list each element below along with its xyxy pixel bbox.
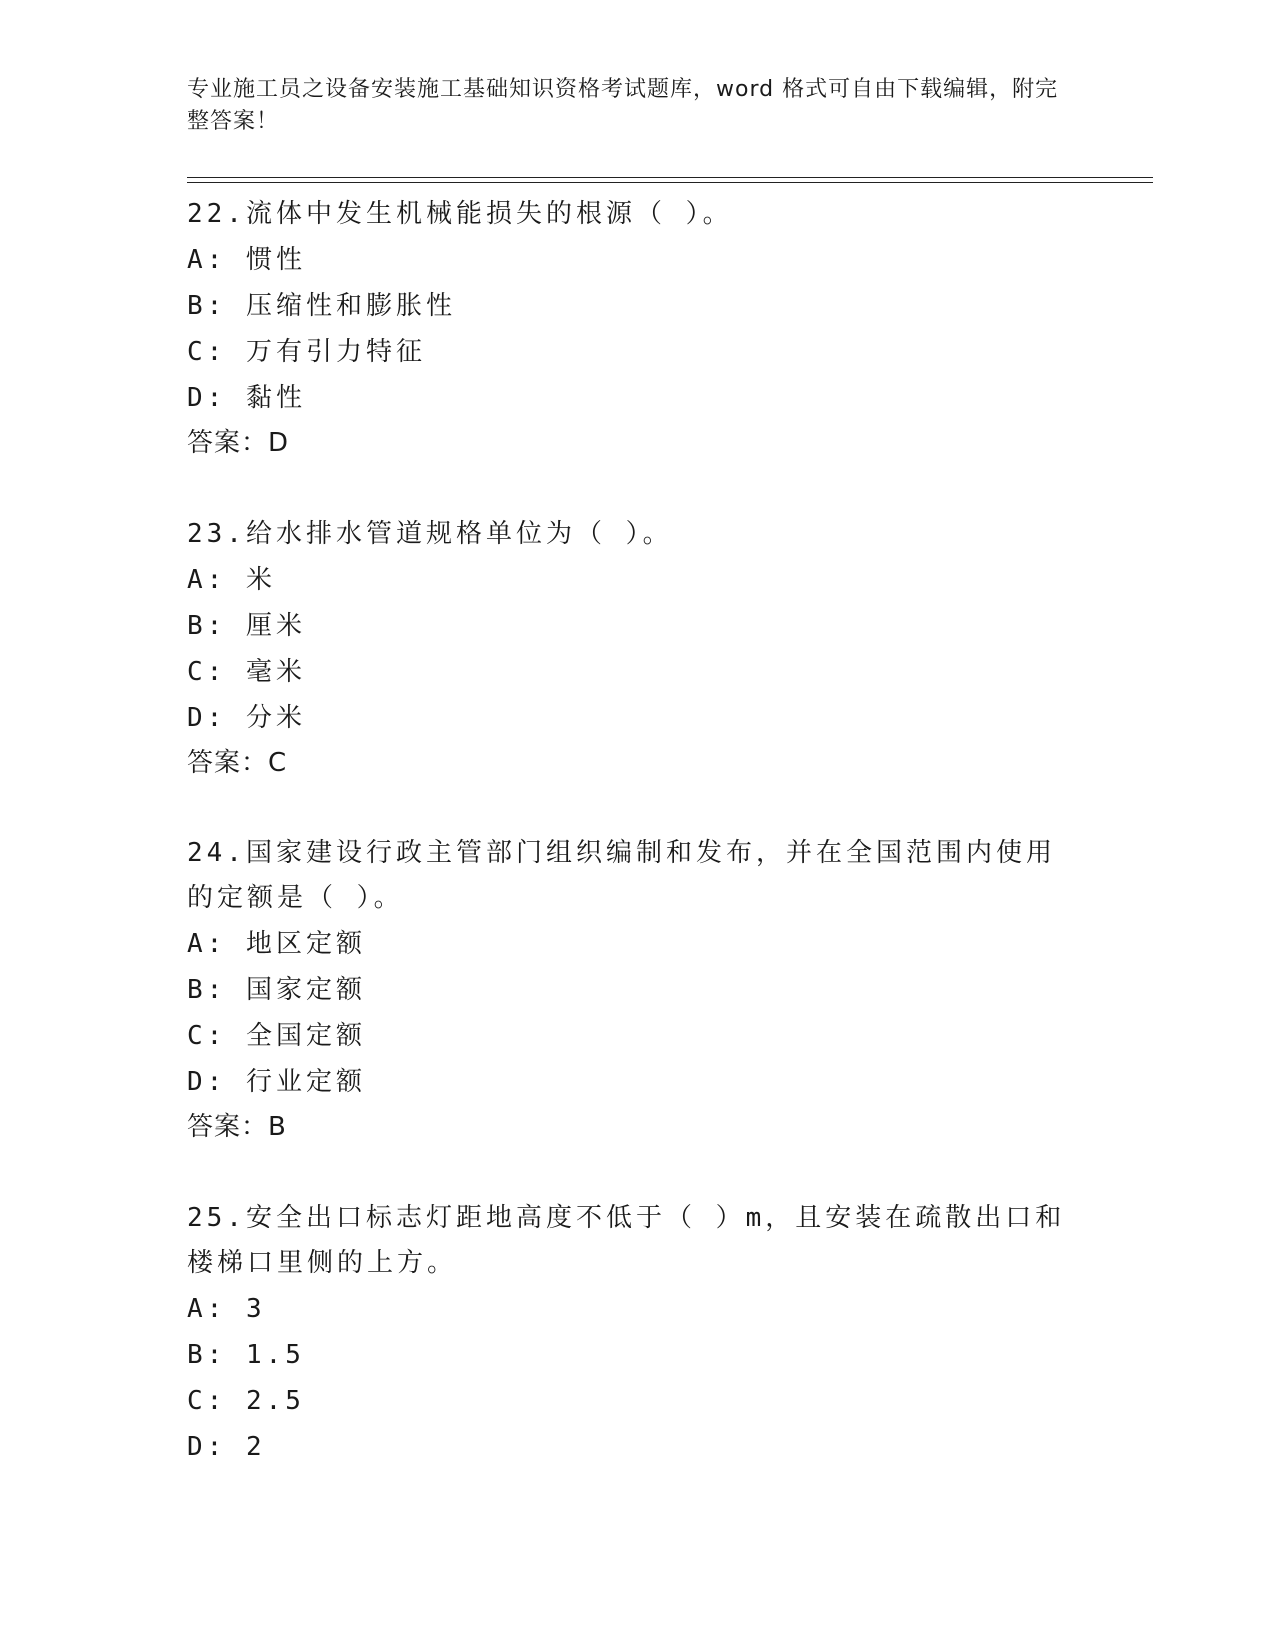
- option-a: A: 地区定额: [187, 929, 366, 959]
- option-b: B: 压缩性和膨胀性: [187, 291, 456, 321]
- answer: 答案：B: [187, 1112, 287, 1142]
- option-a: A: 3: [187, 1294, 266, 1324]
- header-divider-bottom: [187, 182, 1153, 183]
- option-d: D: 黏性: [187, 383, 306, 413]
- question-22: [187, 192, 1087, 465]
- answer: 答案：D: [187, 428, 290, 458]
- header-divider-top: [187, 177, 1153, 178]
- question-23: [187, 512, 1087, 785]
- answer: 答案：C: [187, 748, 288, 778]
- question-stem: 23.给水排水管道规格单位为（ ）。: [187, 519, 673, 549]
- option-a: A: 惯性: [187, 245, 306, 275]
- question-stem: 22.流体中发生机械能损失的根源（ ）。: [187, 199, 733, 229]
- document-header: 专业施工员之设备安装施工基础知识资格考试题库，word 格式可自由下载编辑，附完整答案！: [187, 77, 1059, 134]
- option-d: D: 行业定额: [187, 1067, 366, 1097]
- question-24: [187, 831, 1087, 1149]
- option-b: B: 1.5: [187, 1340, 305, 1370]
- question-25: [187, 1196, 1087, 1470]
- option-a: A: 米: [187, 565, 276, 595]
- option-c: C: 全国定额: [187, 1021, 366, 1051]
- question-stem: 24.国家建设行政主管部门组织编制和发布，并在全国范围内使用的定额是（ ）。: [187, 838, 1056, 913]
- option-b: B: 厘米: [187, 611, 306, 641]
- option-c: C: 2.5: [187, 1386, 305, 1416]
- option-c: C: 万有引力特征: [187, 337, 426, 367]
- question-stem: 25.安全出口标志灯距地高度不低于（ ）m，且安装在疏散出口和楼梯口里侧的上方。: [187, 1203, 1066, 1278]
- option-d: D: 2: [187, 1432, 266, 1462]
- option-b: B: 国家定额: [187, 975, 366, 1005]
- option-c: C: 毫米: [187, 657, 306, 687]
- option-d: D: 分米: [187, 703, 306, 733]
